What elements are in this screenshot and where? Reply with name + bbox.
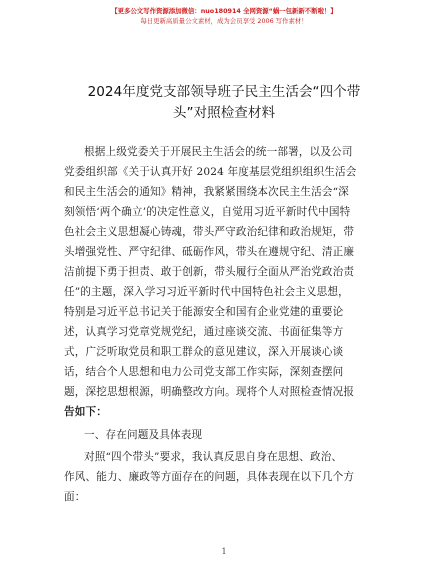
section-heading: 一、存在问题及具体表现 <box>84 429 203 441</box>
promo-banner-line-1: 【更多公文写作资源添加微信：nuo180914 全网资源“蜗一包新新不断啦！】 <box>111 7 337 15</box>
body-text-line: 任”的主题，深入学习习近平新时代中国特色社会主义思想， <box>64 286 349 298</box>
promo-banner-line-2: 每日更新高质量公文素材，成为会员享受 2006 写作素材！ <box>140 17 308 25</box>
body-text-line: 洁前提下勇于担责、敢于创新，带头履行全面从严治党政治责 <box>64 266 355 278</box>
document-title-line-1: 2024年度党支部领导班子民主生活会“四个带 <box>87 84 361 100</box>
body-text-line: 色社会主义思想凝心铸魂，带头严守政治纪律和政治规矩，带 <box>64 226 355 238</box>
body-text-line: 告如下： <box>64 406 107 418</box>
body-text-line: 特别是习近平总书记关于能源安全和国有企业党建的重要论 <box>64 306 344 318</box>
body-text-line: 话，结合个人思想和电力公司党支部工作实际，深刻查摆问 <box>64 366 344 378</box>
body-text-line: 作风、能力、廉政等方面存在的问题，具体表现在以下几个方 <box>64 471 355 483</box>
body-text-line: 党委组织部《关于认真开好 2024 年度基层党组织组织生活会 <box>64 166 357 178</box>
body-text-line: 面： <box>64 491 86 503</box>
document-title-line-2: 头”对照检查材料 <box>172 105 276 121</box>
body-text-line: 根据上级党委关于开展民主生活会的统一部署，以及公司 <box>84 146 353 158</box>
page-number: 1 <box>221 547 227 556</box>
body-text-line: 对照“四个带头”要求，我认真反思自身在思想、政治、 <box>84 451 343 463</box>
body-text-line: 述，认真学习党章党规党纪，通过座谈交流、书面征集等方 <box>64 326 344 338</box>
body-text-line: 刻领悟‘两个确立’的决定性意义，自觉用习近平新时代中国特 <box>64 206 351 218</box>
body-text-line: 头增强党性、严守纪律、砥砺作风，带头在遵规守纪、清正廉 <box>64 246 355 258</box>
body-text-line: 题，深挖思想根源，明确整改方向。现将个人对照检查情况报 <box>64 386 355 398</box>
body-text-line: 和民主生活会的通知》精神，我紧紧围绕本次民主生活会“深 <box>64 186 349 198</box>
body-text-line: 式，广泛听取党员和职工群众的意见建议，深入开展谈心谈 <box>64 346 344 358</box>
